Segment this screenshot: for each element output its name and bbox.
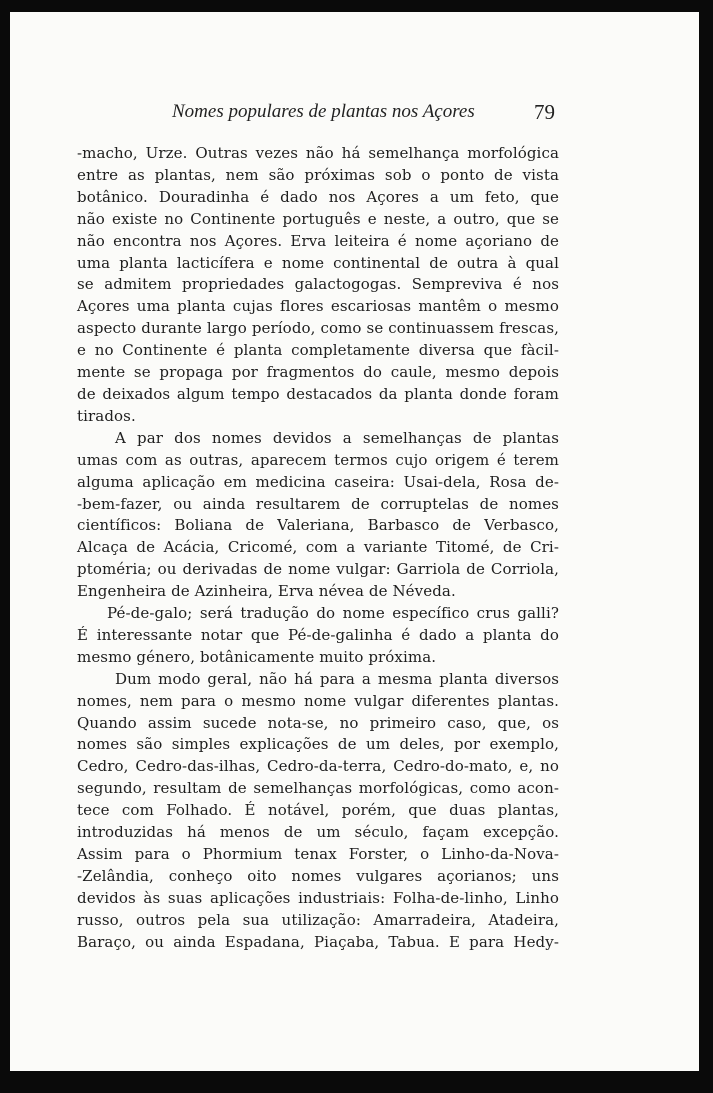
text-line: Engenheira de Azinheira, Erva névea de Néveda. (77, 582, 456, 601)
text-line: não existe no Continente português e neste, a outro, que se (77, 209, 559, 228)
text-line: e no Continente é planta completamente diversa que fàcil- (77, 341, 559, 360)
text-line: Açores uma planta cujas flores escariosas mantêm o mesmo (77, 297, 559, 316)
text-line: científicos: Boliana de Valeriana, Barbasco de Verbasco, (77, 516, 559, 535)
text-line: alguma aplicação em medicina caseira: Usai-dela, Rosa de- (77, 472, 559, 491)
text-line: russo, outros pela sua utilização: Amarradeira, Atadeira, (77, 910, 559, 929)
text-line: nomes são simples explicações de um deles, por exemplo, (77, 735, 559, 754)
body-text (77, 143, 559, 954)
text-line: mesmo género, botânicamente muito próxima. (77, 647, 437, 666)
page-number: 79 (534, 100, 555, 124)
text-line: Dum modo geral, não há para a mesma planta diversos (115, 669, 559, 688)
text-line: -macho, Urze. Outras vezes não há semelhança morfológica (77, 144, 559, 162)
text-line: não encontra nos Açores. Erva leiteira é nome açoriano de (77, 231, 559, 250)
text-line: umas com as outras, aparecem termos cujo origem é terem (77, 450, 559, 469)
text-line: Pé-de-galo; será tradução do nome específico crus galli? (107, 604, 559, 623)
text-line: ptoméria; ou derivadas de nome vulgar: Garriola de Corriola, (77, 560, 559, 579)
text-line: introduzidas há menos de um século, façam excepção. (77, 823, 559, 842)
text-line: Assim para o Phormium tenax Forster, o Linho-da-Nova- (77, 845, 559, 863)
text-line: É interessante notar que Pé-de-galinha é dado a planta do (77, 625, 559, 644)
text-line: Cedro, Cedro-das-ilhas, Cedro-da-terra, Cedro-do-mato, e, no (77, 757, 559, 776)
text-line: Alcaça de Acácia, Cricomé, com a variante Titomé, de Cri- (77, 538, 559, 557)
running-head-title: Nomes populares de plantas nos Açores (172, 101, 475, 122)
text-line: uma planta lacticífera e nome continental de outra à qual (77, 253, 559, 272)
running-head (0, 97, 713, 125)
text-line: tece com Folhado. É notável, porém, que duas plantas, (77, 801, 559, 820)
text-line: botânico. Douradinha é dado nos Açores a um feto, que (77, 187, 559, 206)
text-line: A par dos nomes devidos a semelhanças de plantas (115, 428, 559, 447)
text-line: Baraço, ou ainda Espadana, Piaçaba, Tabua. E para Hedy- (77, 932, 559, 951)
text-line: de deixados algum tempo destacados da planta donde foram (77, 384, 559, 403)
text-line: mente se propaga por fragmentos do caule, mesmo depois (77, 363, 559, 382)
text-line: tirados. (77, 406, 136, 425)
text-line: se admitem propriedades galactogogas. Sempreviva é nos (77, 275, 559, 294)
text-line: segundo, resultam de semelhanças morfológicas, como acon- (77, 779, 559, 798)
text-line: nomes, nem para o mesmo nome vulgar diferentes plantas. (77, 691, 559, 710)
text-line: Quando assim sucede nota-se, no primeiro caso, que, os (77, 713, 559, 732)
text-line: entre as plantas, nem são próximas sob o ponto de vista (77, 165, 559, 184)
text-line: -bem-fazer, ou ainda resultarem de corruptelas de nomes (77, 494, 559, 513)
text-line: devidos às suas aplicações industriais: Folha-de-linho, Linho (77, 888, 559, 907)
text-line: aspecto durante largo período, como se continuassem frescas, (77, 319, 559, 338)
text-line: -Zelândia, conheço oito nomes vulgares açorianos; uns (77, 866, 559, 885)
